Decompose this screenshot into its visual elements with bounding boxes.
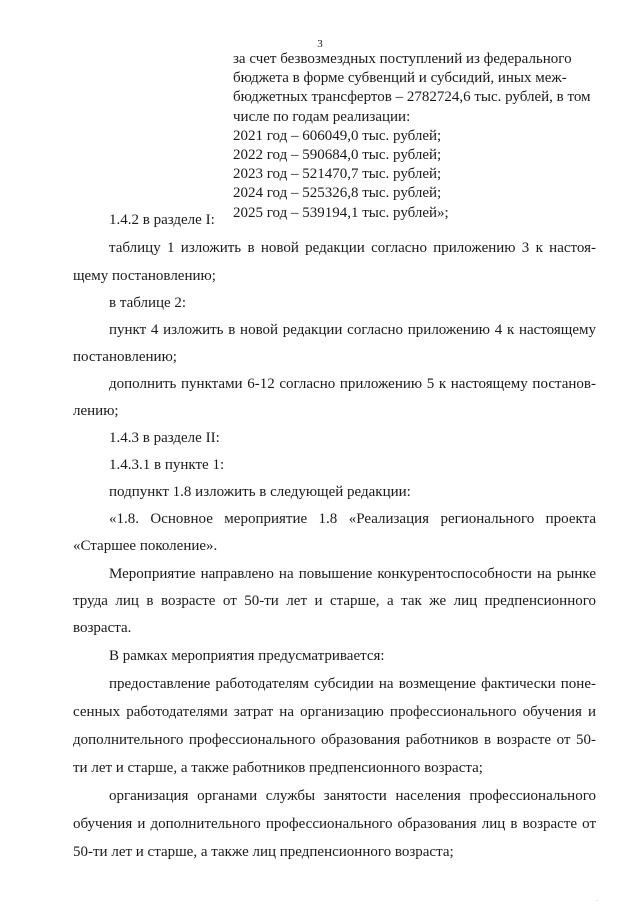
text-line: возраста. [73, 620, 132, 636]
text-line: труда лиц в возрасте от 50-ти лет и старше, а так же лиц предпенсионного [73, 593, 596, 609]
funding-year-line: 2023 год – 521470,7 тыс. рублей; [233, 166, 442, 183]
text-line: дополнительного профессионального образования работников в возрасте от 50- [73, 732, 596, 748]
funding-year-line: 2024 год – 525326,8 тыс. рублей; [233, 185, 442, 202]
text-line: лению; [73, 403, 119, 419]
text-line: дополнить пунктами 6-12 согласно приложению 5 к настоящему постанов- [109, 376, 596, 392]
text-line: обучения и дополнительного профессионального образования лиц в возрасте от [73, 816, 596, 832]
text-line: «1.8. Основное мероприятие 1.8 «Реализация регионального проекта [109, 511, 596, 527]
text-line: пункт 4 изложить в новой редакции согласно приложению 4 к настоящему [109, 322, 596, 338]
funding-block [233, 50, 603, 223]
text-line: 1.4.3 в разделе II: [109, 430, 220, 446]
text-line: щему постановлению; [73, 268, 216, 284]
funding-line: за счет безвозмездных поступлений из федерального [233, 51, 572, 67]
text-line: постановлению; [73, 349, 177, 365]
funding-line: числе по годам реализации: [233, 108, 411, 125]
text-line: таблицу 1 изложить в новой редакции согласно приложению 3 к настоя- [109, 240, 596, 256]
text-line: организация органами службы занятости населения профессионального [109, 788, 596, 804]
text-line: 1.4.3.1 в пункте 1: [109, 457, 225, 473]
text-line: «Старшее поколение». [73, 538, 218, 554]
funding-year-line: 2021 год – 606049,0 тыс. рублей; [233, 127, 442, 144]
text-line: подпункт 1.8 изложить в следующей редакции: [109, 484, 411, 500]
text-line: предоставление работодателям субсидии на возмещение фактически поне- [109, 676, 596, 692]
funding-line: бюджета в форме субвенций и субсидий, иных меж- [233, 70, 567, 87]
funding-year-line: 2022 год – 590684,0 тыс. рублей; [233, 147, 442, 164]
text-line: сенных работодателями затрат на организацию профессионального обучения и [73, 704, 596, 720]
text-line: ти лет и старше, а также работников предпенсионного возраста; [73, 760, 483, 776]
funding-year-line: 2025 год – 539194,1 тыс. рублей»; [233, 204, 449, 221]
corner-mark: . [596, 897, 598, 903]
text-line: в таблице 2: [109, 295, 187, 311]
text-line: 1.4.2 в разделе I: [109, 212, 215, 228]
text-line: Мероприятие направлено на повышение конкурентоспособности на рынке [109, 566, 596, 582]
funding-line: бюджетных трансфертов – 2782724,6 тыс. рублей, в том [233, 89, 591, 106]
text-line: В рамках мероприятия предусматривается: [109, 648, 385, 664]
page-number: 3 [317, 38, 323, 50]
text-line: 50-ти лет и старше, а также лиц предпенсионного возраста; [73, 844, 454, 860]
